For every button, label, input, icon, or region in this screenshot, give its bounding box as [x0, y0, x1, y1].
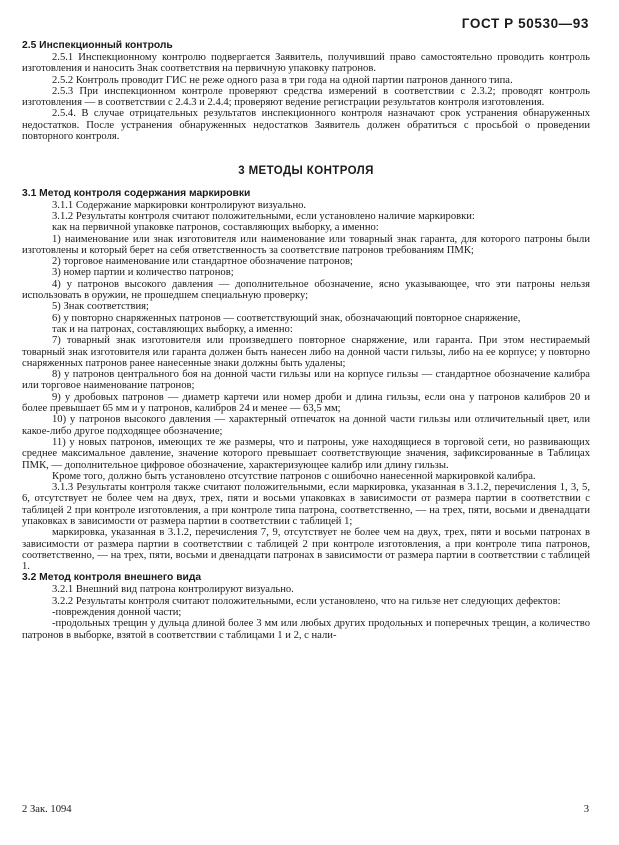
list-item: -продольных трещин у дульца длиной более 3 мм или любых других продольных и поперечных трещин, а количество патронов в выборке, взятой в соответствии с таблицами 1 и 2, с нали- — [22, 618, 590, 641]
paragraph: так и на патронах, составляющих выборку, а именно: — [52, 323, 293, 335]
list-item: -повреждения донной части; — [52, 607, 182, 619]
section-heading-3-2: 3.2 Метод контроля внешнего вида — [22, 572, 202, 584]
paragraph: 2.5.3 При инспекционном контроле проверяют средства измерений в соответствии с 2.3.2; проводят контроль изготовления — в соответствии с 2.4.3 и 2.4.4; проверяют ведение регистрации результатов контроля изготовления. — [22, 85, 590, 109]
paragraph: 3.1.3 Результаты контроля также считают положительными, если маркировка, указанная в 3.1.2, перечисления 1, 3, 5, 6, отсутствует не более чем на двух, трех, пяти и восьми упаковках в зависимости от размера партии в соответствии с таблицей 2 при контроле изготовления, а при контроле типа патрона, соответственно, — на трех, пяти, восьми и двенадцати упаковках в зависимости от размера партии в соответствии с таблицей 1; — [22, 482, 590, 527]
paragraph: 2.5.2 Контроль проводит ГИС не реже одного раза в три года на одной партии патронов данного типа. — [52, 74, 513, 86]
list-item: 11) у новых патронов, имеющих те же размеры, что и патроны, уже находящиеся в торговой сети, но развивающих среднее максимальное давление, значение которого превышает соответствующие значения, зафиксированные в Таблицах ПМК, — дополнительное цифровое обозначение, характеризующее калибр или длину гильзы. — [22, 436, 590, 471]
section-heading-2-5: 2.5 Инспекционный контроль — [22, 40, 173, 51]
list-item: 5) Знак соответствия; — [52, 301, 149, 313]
paragraph: 3.1.1 Содержание маркировки контролируют визуально. — [52, 199, 307, 211]
document-code: ГОСТ Р 50530—93 — [461, 16, 589, 31]
print-order-note: 2 Зак. 1094 — [22, 804, 72, 815]
list-item: 6) у повторно снаряженных патронов — соответствующий знак, обозначающий повторное снаряжение, — [52, 312, 521, 324]
paragraph: 3.1.2 Результаты контроля считают положительными, если установлено наличие маркировки: — [52, 210, 475, 222]
paragraph: Кроме того, должно быть установлено отсутствие патронов с ошибочно нанесенной маркировкой калибра. — [52, 470, 536, 482]
list-item: 8) у патронов центрального боя на донной части гильзы или на корпусе гильзы — стандартное обозначение калибра или торговое наименование патронов; — [22, 369, 590, 392]
paragraph: 3.2.2 Результаты контроля считают положительными, если установлено, что на гильзе нет следующих дефектов: — [52, 595, 561, 607]
paragraph: маркировка, указанная в 3.1.2, перечисления 7, 9, отсутствует не более чем на двух, трех, пяти и восьми патронах в зависимости от размера партии в соответствии с таблицей 2 при контроле изготовления, а при контроле типа патронов, соответственно, — на трех, пяти, восьми и двенадцати патронах в зависимости от размера партии в соответствии с таблицей 1. — [22, 527, 590, 573]
page-number: 3 — [583, 804, 589, 815]
paragraph: 2.5.4. В случае отрицательных результатов инспекционного контроля назначают срок устранения обнаруженных недостатков. После устранения обнаруженных недостатков Заявитель должен обратиться с просьбой о проведении повторного контроля. — [22, 108, 590, 143]
list-item: 10) у патронов высокого давления — характерный отпечаток на донной части гильзы или отличительный цвет, или какое-либо другое подходящее обозначение; — [22, 414, 590, 437]
section-title-3: 3 МЕТОДЫ КОНТРОЛЯ — [238, 165, 374, 178]
list-item: 4) у патронов высокого давления — дополнительное обозначение, ясно указывающее, что эти патроны нельзя использовать в оружии, не прошедшем специальную проверку; — [22, 278, 590, 302]
paragraph: 3.2.1 Внешний вид патрона контролируют визуально. — [52, 584, 294, 596]
list-item: 9) у дробовых патронов — диаметр картечи или номер дроби и длина гильзы, если она у патронов калибров 20 и более превышает 65 мм и у патронов, калибров 24 и менее — 63,5 мм; — [22, 391, 590, 415]
paragraph: 2.5.1 Инспекционному контролю подвергается Заявитель, получивший право самостоятельно проводить контроль изготовления и наносить Знак соответствия на первичную упаковку патронов. — [22, 52, 590, 75]
list-item: 7) товарный знак изготовителя или произведшего повторное снаряжение, или гаранта. При этом нестираемый товарный знак изготовителя или гаранта должен быть нанесен либо на донной части гильзы, либо на ее корпусе; у повторно снаряженных патронов ранее нанесенные знаки должны быть удалены; — [22, 335, 590, 369]
document-page — [22, 40, 590, 641]
section-heading-3-1: 3.1 Метод контроля содержания маркировки — [22, 187, 251, 199]
list-item: 2) торговое наименование или стандартное обозначение патронов; — [52, 256, 353, 268]
list-item: 3) номер партии и количество патронов; — [52, 267, 234, 279]
list-item: 1) наименование или знак изготовителя или наименование или товарный знак гаранта, для которого патроны были изготовлены и который берет на себя ответственность за соответствие патронов требованиям ПМК; — [22, 233, 590, 256]
paragraph: как на первичной упаковке патронов, составляющих выборку, а именно: — [52, 222, 379, 234]
